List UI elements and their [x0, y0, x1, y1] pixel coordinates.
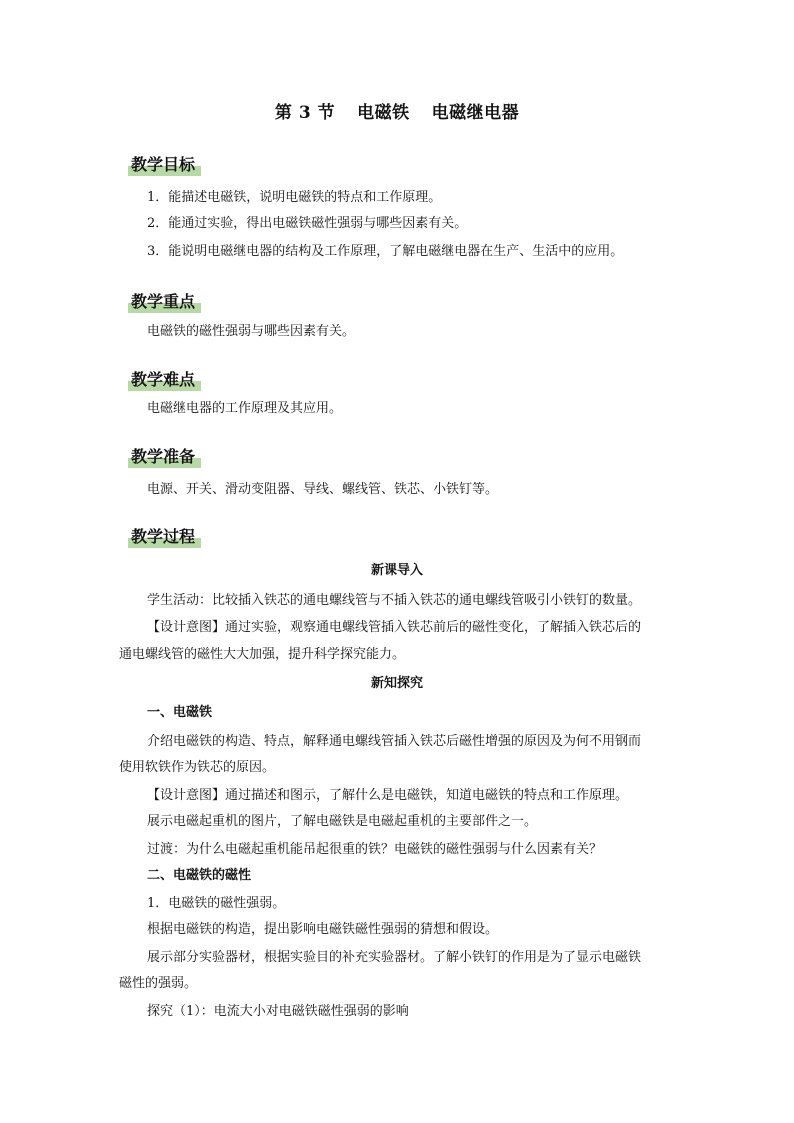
section-2-title: 二、电磁铁的磁性: [147, 868, 252, 883]
section-1-para-1b: 使用软铁作为铁芯的原因。: [119, 760, 276, 775]
difficulties-text: 电磁继电器的工作原理及其应用。: [147, 401, 343, 416]
intro-design-line-1: 【设计意图】通过实验，观察通电螺线管插入铁芯前后的磁性变化，了解插入铁芯后的: [147, 620, 642, 635]
objectives-heading: 教学目标: [128, 150, 201, 176]
preparation-text: 电源、开关、滑动变阻器、导线、螺线管、铁芯、小铁钉等。: [147, 482, 499, 497]
section-2-item-1: 1．电磁铁的磁性强弱。: [147, 896, 286, 911]
section-1-design: 【设计意图】通过描述和图示，了解什么是电磁铁，知道电磁铁的特点和工作原理。: [147, 788, 629, 803]
key-points-text: 电磁铁的磁性强弱与哪些因素有关。: [147, 324, 356, 339]
section-1-title: 一、电磁铁: [147, 705, 213, 720]
objective-item-1: 1．能描述电磁铁，说明电磁铁的特点和工作原理。: [147, 190, 442, 205]
section-2-para-2a: 展示部分实验器材，根据实验目的补充实验器材。了解小铁钉的作用是为了显示电磁铁: [147, 950, 642, 965]
intro-activity: 学生活动：比较插入铁芯的通电螺线管与不插入铁芯的通电螺线管吸引小铁钉的数量。: [147, 593, 642, 608]
section-2-para-2b: 磁性的强弱。: [119, 976, 198, 991]
section-1-transition: 过渡：为什么电磁起重机能吊起很重的铁？电磁铁的磁性强弱与什么因素有关？: [147, 842, 603, 857]
section-2-explore: 探究（1）：电流大小对电磁铁磁性强弱的影响: [147, 1004, 409, 1019]
title-part1: 电磁铁: [357, 103, 410, 123]
intro-design-line-2: 通电螺线管的磁性大大加强，提升科学探究能力。: [119, 647, 406, 662]
title-section: 第 3 节: [274, 103, 336, 123]
preparation-heading: 教学准备: [128, 442, 201, 468]
section-1-para-1a: 介绍电磁铁的构造、特点，解释通电螺线管插入铁芯后磁性增强的原因及为何不用钢而: [147, 734, 642, 749]
page-title: [0, 98, 794, 123]
new-knowledge-title: 新知探究: [370, 676, 423, 691]
section-2-para-1: 根据电磁铁的构造，提出影响电磁铁磁性强弱的猜想和假设。: [147, 922, 499, 937]
difficulties-heading: 教学难点: [128, 365, 201, 391]
title-part2: 电磁继电器: [431, 103, 520, 123]
process-heading: 教学过程: [128, 522, 201, 548]
key-points-heading: 教学重点: [128, 287, 201, 313]
objective-item-3: 3．能说明电磁继电器的结构及工作原理，了解电磁继电器在生产、生活中的应用。: [147, 244, 624, 259]
section-1-para-2: 展示电磁起重机的图片，了解电磁铁是电磁起重机的主要部件之一。: [147, 814, 538, 829]
intro-title: 新课导入: [370, 563, 423, 578]
objective-item-2: 2．能通过实验，得出电磁铁磁性强弱与哪些因素有关。: [147, 216, 468, 231]
